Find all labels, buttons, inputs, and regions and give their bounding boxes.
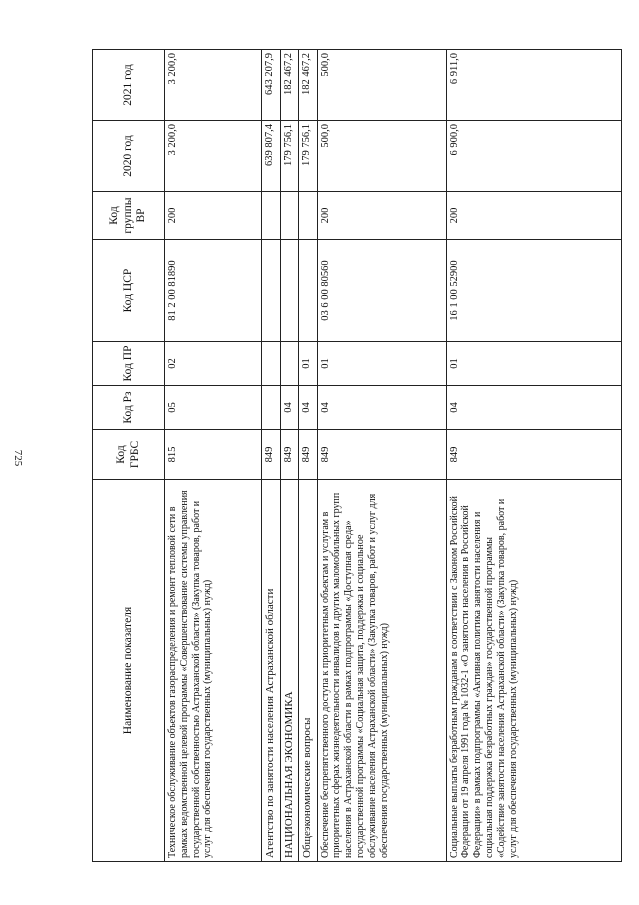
header-grbs: Код ГРБС [93, 430, 165, 480]
row-rz: 05 [165, 386, 262, 430]
row-grbs: 849 [261, 430, 280, 480]
row-csr [299, 240, 318, 342]
row-2021: 3 200,0 [165, 50, 262, 121]
row-name: НАЦИОНАЛЬНАЯ ЭКОНОМИКА [280, 480, 299, 862]
row-vr [299, 192, 318, 240]
row-2020: 3 200,0 [165, 121, 262, 192]
table-row [261, 50, 280, 862]
row-2021: 643 207,9 [261, 50, 280, 121]
header-name: Наименование показателя [93, 480, 165, 862]
row-name: Техническое обслуживание объектов газораспределения и ремонт тепловой сети в рамках ведомственной целевой программы «Совершенствование системы управления государственной собственностью Астраханской области» (Закупка товаров, работ и услуг для обеспечения государственных (муниципальных) нужд) [165, 480, 262, 862]
header-2021: 2021 год [93, 50, 165, 121]
row-name: Обеспечение беспрепятственного доступа к приоритетным объектам и услугам в приоритетных сферах жизнедеятельности инвалидов и других маломобильных групп населения в Астраханской области в рамках подпрограммы «Доступная среда» государственной программы «Социальная защита, поддержка и социальное обслуживание населения Астраханской области» (Закупка товаров, работ и услуг для обеспечения государственных (муниципальных) нужд) [317, 480, 446, 862]
row-pr: 02 [165, 342, 262, 386]
row-grbs: 849 [446, 430, 621, 480]
row-2021: 6 911,0 [446, 50, 621, 121]
header-rz: Код Рз [93, 386, 165, 430]
page-number: 725 [12, 449, 24, 467]
row-csr: 03 6 00 80560 [317, 240, 446, 342]
row-rz: 04 [280, 386, 299, 430]
row-2020: 6 900,0 [446, 121, 621, 192]
row-vr [261, 192, 280, 240]
table-row [446, 50, 621, 862]
header-vr: Код группы ВР [93, 192, 165, 240]
row-grbs: 849 [317, 430, 446, 480]
row-rz [261, 386, 280, 430]
table-row [317, 50, 446, 862]
header-pr: Код ПР [93, 342, 165, 386]
row-2021: 182 467,2 [280, 50, 299, 121]
row-csr: 81 2 00 81890 [165, 240, 262, 342]
row-csr: 16 1 00 52900 [446, 240, 621, 342]
table-header-row [93, 50, 165, 862]
row-rz: 04 [446, 386, 621, 430]
rotated-table-wrapper [92, 50, 622, 862]
row-pr [280, 342, 299, 386]
row-pr: 01 [317, 342, 446, 386]
budget-table [92, 49, 622, 862]
row-grbs: 849 [299, 430, 318, 480]
row-vr [280, 192, 299, 240]
row-name: Агентство по занятости населения Астраханской области [261, 480, 280, 862]
row-pr: 01 [446, 342, 621, 386]
row-2020: 179 756,1 [280, 121, 299, 192]
header-csr: Код ЦСР [93, 240, 165, 342]
row-2020: 500,0 [317, 121, 446, 192]
row-csr [261, 240, 280, 342]
row-pr: 01 [299, 342, 318, 386]
row-2020: 179 756,1 [299, 121, 318, 192]
row-csr [280, 240, 299, 342]
row-2020: 639 807,4 [261, 121, 280, 192]
row-vr: 200 [317, 192, 446, 240]
row-rz: 04 [299, 386, 318, 430]
table-row [299, 50, 318, 862]
row-pr [261, 342, 280, 386]
table-row [280, 50, 299, 862]
header-2020: 2020 год [93, 121, 165, 192]
row-2021: 500,0 [317, 50, 446, 121]
row-grbs: 849 [280, 430, 299, 480]
row-name: Социальные выплаты безработным гражданам в соответствии с Законом Российской Федерации от 19 апреля 1991 года № 1032-1 «О занятости населения в Российской Федерации» в рамках подпрограммы «Активная политика занятости населения и социальная поддержка безработных граждан» государственной программы «Содействие занятости населения Астраханской области» (Закупка товаров, работ и услуг для обеспечения государственных (муниципальных) нужд) [446, 480, 621, 862]
row-grbs: 815 [165, 430, 262, 480]
table-row [165, 50, 262, 862]
row-name: Общеэкономические вопросы [299, 480, 318, 862]
row-rz: 04 [317, 386, 446, 430]
row-2021: 182 467,2 [299, 50, 318, 121]
row-vr: 200 [446, 192, 621, 240]
row-vr: 200 [165, 192, 262, 240]
